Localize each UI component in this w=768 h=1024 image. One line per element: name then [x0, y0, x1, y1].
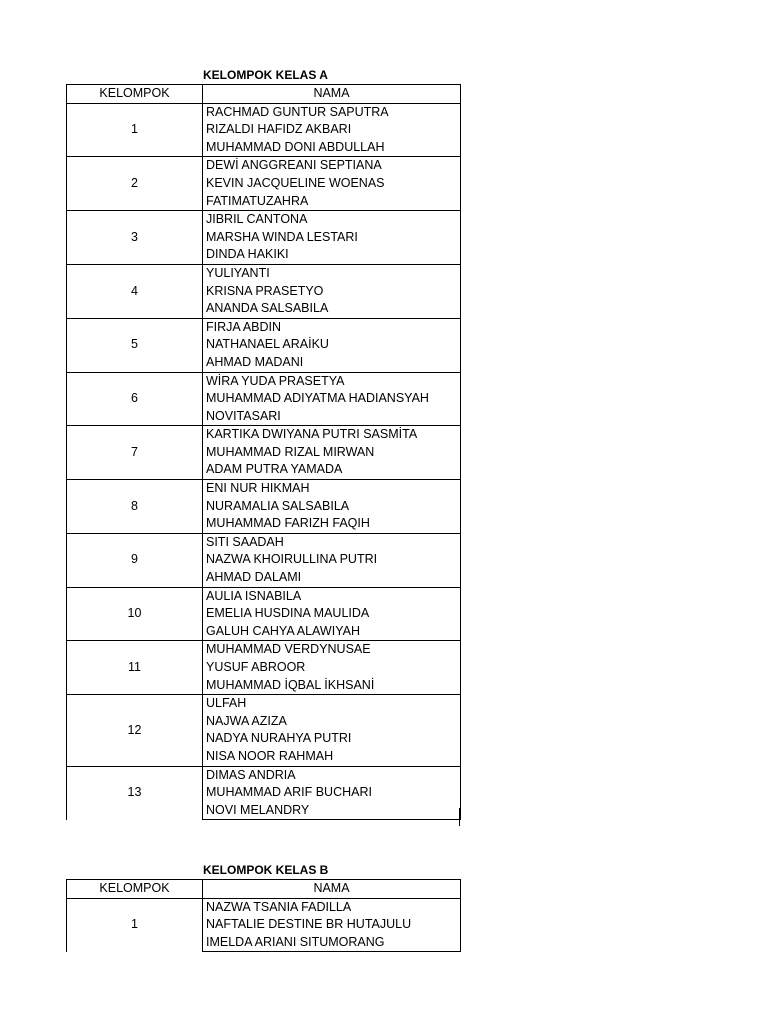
member-name-cell: MUHAMMAD ADIYATMA HADIANSYAH [203, 390, 461, 408]
trailing-cell-border [459, 808, 460, 826]
group-number-cell: 1 [67, 898, 203, 952]
member-name-cell: NAZWA TSANIA FADILLA [203, 898, 461, 916]
table-row [67, 641, 461, 659]
member-name-cell: NATHANAEL ARAİKU [203, 336, 461, 354]
member-name-cell: AHMAD MADANI [203, 354, 461, 372]
member-name-cell: NAFTALIE DESTINE BR HUTAJULU [203, 916, 461, 934]
kelas-a-title: KELOMPOK KELAS A [203, 68, 328, 82]
member-name-cell: AHMAD DALAMI [203, 569, 461, 587]
nama-column-header: NAMA [203, 85, 461, 104]
group-number-cell: 6 [67, 372, 203, 426]
member-name-cell: WİRA YUDA PRASETYA [203, 372, 461, 390]
member-name-cell: NOVI MELANDRY [203, 802, 461, 820]
member-name-cell: NOVITASARI [203, 408, 461, 426]
member-name-cell: JIBRIL CANTONA [203, 211, 461, 229]
group-number-cell: 7 [67, 426, 203, 480]
member-name-cell: ANANDA SALSABILA [203, 300, 461, 318]
member-name-cell: YUSUF ABROOR [203, 659, 461, 677]
member-name-cell: MUHAMMAD ARIF BUCHARI [203, 784, 461, 802]
table-row [67, 264, 461, 282]
group-number-cell: 8 [67, 480, 203, 534]
member-name-cell: KRISNA PRASETYO [203, 283, 461, 301]
member-name-cell: DEWİ ANGGREANI SEPTIANA [203, 157, 461, 175]
kelas-a-body [67, 103, 461, 820]
member-name-cell: ENI NUR HIKMAH [203, 480, 461, 498]
nama-column-header: NAMA [203, 880, 461, 899]
kelas-b-section [66, 861, 460, 952]
kelas-a-section [66, 66, 460, 820]
kelas-a-table [66, 84, 461, 820]
member-name-cell: SITI SAADAH [203, 533, 461, 551]
table-row [67, 426, 461, 444]
member-name-cell: MUHAMMAD VERDYNUSAE [203, 641, 461, 659]
member-name-cell: NURAMALIA SALSABILA [203, 498, 461, 516]
member-name-cell: ULFAH [203, 695, 461, 713]
table-row [67, 372, 461, 390]
table-row [67, 103, 461, 121]
kelas-b-header-row [67, 880, 461, 899]
member-name-cell: MUHAMMAD FARIZH FAQIH [203, 515, 461, 533]
member-name-cell: NADYA NURAHYA PUTRI [203, 730, 461, 748]
group-number-cell: 9 [67, 533, 203, 587]
member-name-cell: NAJWA AZIZA [203, 713, 461, 731]
table-row [67, 695, 461, 713]
table-row [67, 318, 461, 336]
group-number-cell: 3 [67, 211, 203, 265]
member-name-cell: RIZALDI HAFIDZ AKBARI [203, 121, 461, 139]
member-name-cell: MUHAMMAD RIZAL MIRWAN [203, 444, 461, 462]
member-name-cell: KEVIN JACQUELINE WOENAS [203, 175, 461, 193]
member-name-cell: NISA NOOR RAHMAH [203, 748, 461, 766]
member-name-cell: DIMAS ANDRIA [203, 766, 461, 784]
member-name-cell: GALUH CAHYA ALAWIYAH [203, 623, 461, 641]
kelompok-column-header: KELOMPOK [67, 85, 203, 104]
table-row [67, 480, 461, 498]
member-name-cell: ADAM PUTRA YAMADA [203, 461, 461, 479]
table-row [67, 157, 461, 175]
group-number-cell: 10 [67, 587, 203, 641]
member-name-cell: EMELIA HUSDINA MAULIDA [203, 605, 461, 623]
table-row [67, 533, 461, 551]
group-number-cell: 11 [67, 641, 203, 695]
member-name-cell: MUHAMMAD DONI ABDULLAH [203, 139, 461, 157]
member-name-cell: KARTIKA DWIYANA PUTRI SASMİTA [203, 426, 461, 444]
kelompok-column-header: KELOMPOK [67, 880, 203, 899]
kelas-a-header-row [67, 85, 461, 104]
member-name-cell: FATIMATUZAHRA [203, 193, 461, 211]
member-name-cell: FIRJA ABDIN [203, 318, 461, 336]
table-row [67, 211, 461, 229]
group-number-cell: 13 [67, 766, 203, 820]
member-name-cell: MUHAMMAD İQBAL İKHSANİ [203, 677, 461, 695]
member-name-cell: IMELDA ARIANI SITUMORANG [203, 934, 461, 952]
kelas-b-body [67, 898, 461, 952]
group-number-cell: 2 [67, 157, 203, 211]
member-name-cell: DINDA HAKIKI [203, 246, 461, 264]
member-name-cell: AULIA ISNABILA [203, 587, 461, 605]
kelas-b-table [66, 879, 461, 952]
group-number-cell: 12 [67, 695, 203, 766]
table-row [67, 898, 461, 916]
member-name-cell: NAZWA KHOIRULLINA PUTRI [203, 551, 461, 569]
kelas-b-title: KELOMPOK KELAS B [203, 863, 329, 877]
member-name-cell: RACHMAD GUNTUR SAPUTRA [203, 103, 461, 121]
group-number-cell: 1 [67, 103, 203, 157]
table-row [67, 766, 461, 784]
member-name-cell: MARSHA WINDA LESTARI [203, 229, 461, 247]
table-row [67, 587, 461, 605]
group-number-cell: 5 [67, 318, 203, 372]
member-name-cell: YULIYANTI [203, 264, 461, 282]
group-number-cell: 4 [67, 264, 203, 318]
